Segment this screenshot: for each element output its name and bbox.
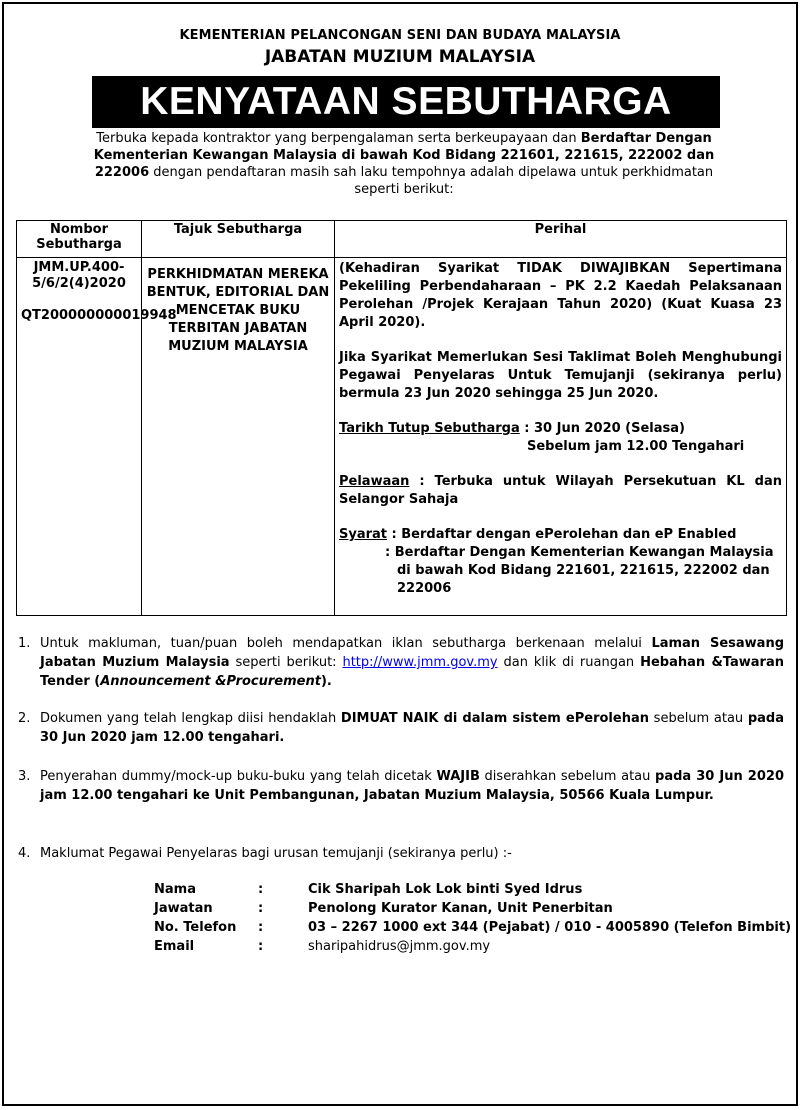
note-3-text-a: Penyerahan dummy/mock-up buku-buku yang telah dicetak (40, 769, 437, 784)
intro-text-1: Terbuka kepada kontraktor yang berpengalaman serta berkeupayaan dan (96, 131, 581, 146)
tender-table (16, 220, 787, 616)
note-1-text-d: dan klik di ruangan (497, 655, 641, 670)
invitation (339, 473, 782, 509)
requirement-value-1: : Berdaftar dengan ePerolehan dan eP Enabled (387, 527, 737, 542)
header-nombor: Nombor Sebutharga (17, 221, 142, 258)
notice-banner: KENYATAAN SEBUTHARGA (92, 76, 720, 128)
contact-sep: : (258, 939, 264, 954)
closing-date-value: : 30 Jun 2020 (Selasa) (519, 421, 685, 436)
table-header-row (17, 221, 787, 258)
contact-name-label: Nama (154, 882, 196, 897)
note-text: Maklumat Pegawai Penyelaras bagi urusan temujanji (sekiranya perlu) :- (40, 846, 512, 861)
intro-paragraph (84, 130, 724, 198)
description-cell (335, 258, 787, 616)
note-2 (18, 709, 784, 747)
department-name: JABATAN MUZIUM MALAYSIA (264, 47, 536, 67)
invitation-label: Pelawaan (339, 474, 410, 489)
header-tajuk: Tajuk Sebutharga (142, 221, 335, 258)
note-number: 3. (18, 769, 31, 784)
note-1-text-c: seperti berikut: (229, 655, 343, 670)
note-text (40, 767, 784, 805)
contact-sep: : (258, 901, 264, 916)
requirement-label: Syarat (339, 527, 388, 542)
note-1-text-a: Untuk makluman, tuan/puan boleh mendapatkan iklan sebutharga berkenaan melalui (40, 636, 652, 651)
note-1-website-name: Laman Sesawang Jabatan Muzium Malaysia (40, 636, 784, 670)
requirement-1 (339, 526, 782, 544)
note-2-deadline: pada 30 Jun 2020 jam 12.00 tengahari. (40, 711, 784, 745)
reference-cell (17, 258, 177, 616)
website-link[interactable]: http://www.jmm.gov.my (342, 655, 498, 670)
note-1-paren-close: ). (320, 674, 332, 689)
note-text (40, 709, 784, 747)
closing-date (339, 420, 782, 438)
contact-sep: : (258, 882, 264, 897)
closing-date-label: Tarikh Tutup Sebutharga (339, 421, 520, 436)
note-2-upload: DIMUAT NAIK di dalam sistem ePerolehan (340, 711, 649, 726)
note-text (40, 634, 784, 691)
intro-text-2: dengan pendaftaran masih sah laku tempohnya adalah dipelawa untuk perkhidmatan seperti berikut: (149, 165, 714, 197)
note-2-text-c: sebelum atau (648, 711, 748, 726)
note-3-deadline: pada 30 Jun 2020 jam 12.00 tengahari ke Unit Pembangunan, Jabatan Muzium Malaysia, 50566 Kuala Lumpur. (40, 769, 784, 803)
closing-time: Sebelum jam 12.00 Tengahari (527, 439, 745, 454)
contact-details (154, 880, 791, 956)
table-row (17, 258, 787, 616)
note-number: 2. (18, 711, 31, 726)
note-1-section-english: Announcement &Procurement (100, 674, 321, 689)
attendance-note: (Kehadiran Syarikat TIDAK DIWAJIBKAN Sepertimana Pekeliling Perbendaharaan – PK 2.2 Kaedah Pelaksanaan Perolehan /Projek Kerajaan Tahun 2020) (Kuat Kuasa 23 April 2020). (339, 261, 782, 330)
contact-phone-label: No. Telefon (154, 920, 237, 935)
header-perihal: Perihal (335, 221, 787, 258)
briefing-note: Jika Syarikat Memerlukan Sesi Taklimat Boleh Menghubungi Pegawai Penyelaras Untuk Temujanji (sekiranya perlu) bermula 23 Jun 2020 sehingga 25 Jun 2020. (339, 350, 782, 401)
ministry-name: KEMENTERIAN PELANCONGAN SENI DAN BUDAYA MALAYSIA (179, 28, 621, 43)
contact-name: Cik Sharipah Lok Lok binti Syed Idrus (308, 882, 583, 897)
note-4 (18, 844, 784, 863)
note-3-mandatory: WAJIB (436, 769, 480, 784)
contact-phone: 03 – 2267 1000 ext 344 (Pejabat) / 010 - 4005890 (Telefon Bimbit) (308, 920, 792, 935)
tender-notice-page (2, 2, 798, 1106)
title-cell: PERKHIDMATAN MEREKA BENTUK, EDITORIAL DAN MENCETAK BUKU TERBITAN JABATAN MUZIUM MALAYSIA (142, 258, 335, 616)
requirement-2: : Berdaftar Dengan Kementerian Kewangan Malaysia (385, 545, 774, 560)
reference-number: JMM.UP.400-5/6/2(4)2020 (32, 260, 126, 291)
contact-email: sharipahidrus@jmm.gov.my (308, 939, 491, 954)
contact-post-label: Jawatan (154, 901, 213, 916)
note-1-paren-open: ( (89, 674, 101, 689)
quotation-number: QT200000000019948 (21, 308, 177, 323)
contact-post: Penolong Kurator Kanan, Unit Penerbitan (308, 901, 613, 916)
note-1-section-name: Hebahan &Tawaran Tender (40, 655, 784, 689)
note-3 (18, 767, 784, 805)
note-number: 4. (18, 846, 31, 861)
contact-sep: : (258, 920, 264, 935)
note-2-text-a: Dokumen yang telah lengkap diisi hendaklah (40, 711, 341, 726)
note-3-text-c: diserahkan sebelum atau (479, 769, 656, 784)
note-number: 1. (18, 636, 31, 651)
intro-text-bold: Berdaftar Dengan Kementerian Kewangan Malaysia di bawah Kod Bidang 221601, 221615, 222002 dan 222006 (93, 131, 715, 180)
note-1 (18, 634, 784, 691)
invitation-value: : Terbuka untuk Wilayah Persekutuan KL dan Selangor Sahaja (339, 474, 782, 507)
contact-email-label: Email (154, 939, 195, 954)
requirement-3: di bawah Kod Bidang 221601, 221615, 222002 dan 222006 (397, 563, 770, 596)
